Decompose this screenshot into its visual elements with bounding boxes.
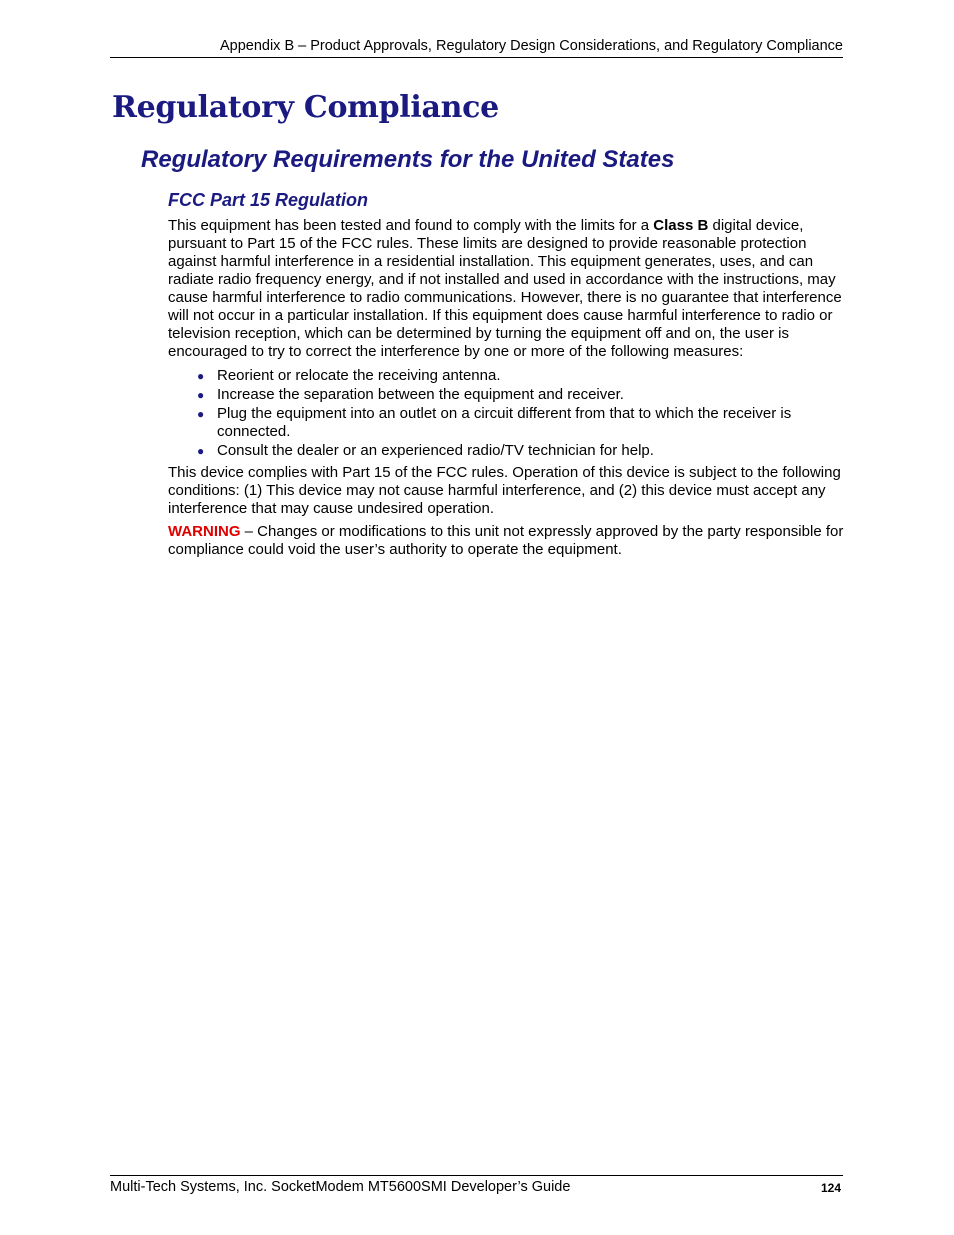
bullet-icon: ● <box>197 444 205 458</box>
warning-label: WARNING <box>168 523 241 540</box>
bullet-icon: ● <box>197 369 205 383</box>
list-item <box>192 405 844 441</box>
warning-text: – Changes or modifications to this unit not expressly approved by the party responsible for compliance could void the user’s authority to operate the equipment. <box>168 523 844 558</box>
footer-text: Multi-Tech Systems, Inc. SocketModem MT5600SMI Developer’s Guide <box>110 1179 571 1195</box>
measure-text: Reorient or relocate the receiving antenna. <box>217 367 501 384</box>
subsection-title: FCC Part 15 Regulation <box>168 190 369 210</box>
measure-text: Increase the separation between the equipment and receiver. <box>217 386 624 403</box>
intro-before-bold: This equipment has been tested and found to comply with the limits for a <box>168 217 654 234</box>
header-text: Appendix B – Product Approvals, Regulatory Design Considerations, and Regulatory Compliance <box>219 38 843 54</box>
page-number: 124 <box>820 1181 841 1195</box>
page-title: Regulatory Compliance <box>112 90 499 125</box>
bullet-icon: ● <box>197 388 205 402</box>
measure-text: Plug the equipment into an outlet on a circuit different from that to which the receiver is connected. <box>217 405 792 440</box>
intro-after-bold: digital device, pursuant to Part 15 of the FCC rules. These limits are designed to provide reasonable protection against harmful interference in a residential installation. This equipment generates, uses, and can radiate radio frequency energy, and if not installed and used in accordance with the instructions, may cause harmful interference to radio communications. However, there is no guarantee that interference will not occur in a particular installation. If this equipment does cause harmful interference to radio or television reception, which can be determined by turning the equipment off and on, the user is encouraged to try to correct the interference by one or more of the following measures: <box>168 217 842 360</box>
warning-paragraph <box>168 523 844 559</box>
measure-text: Consult the dealer or an experienced radio/TV technician for help. <box>217 442 654 459</box>
list-item <box>192 367 844 385</box>
list-item <box>192 442 844 460</box>
measures-list <box>168 367 844 460</box>
body-content <box>168 217 844 564</box>
section-title: Regulatory Requirements for the United States <box>141 146 675 173</box>
intro-paragraph <box>168 217 844 361</box>
list-item <box>192 386 844 404</box>
bullet-icon: ● <box>197 407 205 421</box>
class-b-term: Class B <box>653 217 709 234</box>
page-footer <box>110 1175 843 1195</box>
page-header <box>110 38 843 58</box>
compliance-paragraph: This device complies with Part 15 of the FCC rules. Operation of this device is subject to the following conditions: (1) This device may not cause harmful interference, and (2) this device must accept any interference that may cause undesired operation. <box>168 464 841 517</box>
